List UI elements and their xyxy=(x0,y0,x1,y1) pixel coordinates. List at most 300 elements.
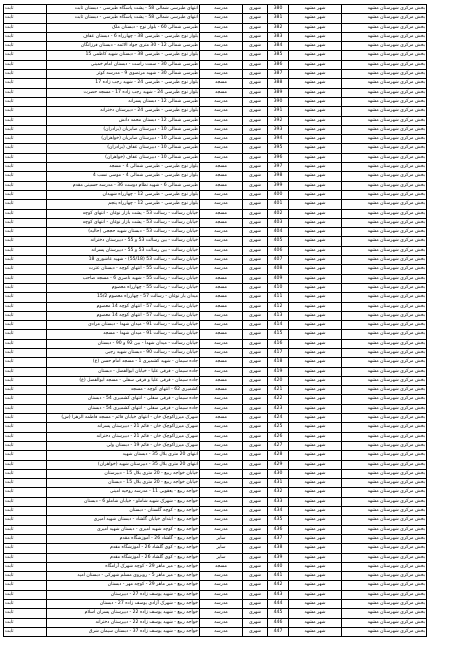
status-cell: ثابت xyxy=(4,590,47,599)
area-type-cell: شهری xyxy=(243,525,268,534)
table-row xyxy=(4,627,427,636)
place-type-cell: مدرسه xyxy=(200,246,243,255)
city-cell: شهر مشهد xyxy=(289,516,342,525)
city-cell: شهر مشهد xyxy=(289,609,342,618)
district-cell: بخش مرکزی شهرستان مشهد xyxy=(342,228,427,237)
district-cell: بخش مرکزی شهرستان مشهد xyxy=(342,525,427,534)
place-type-cell: مدرسه xyxy=(200,479,243,488)
city-cell: شهر مشهد xyxy=(289,488,342,497)
address-cell: شهرک میرزاکوچک خان - قائم 21 - دبیرستان دخترانه xyxy=(47,432,200,441)
address-cell: خواجه ربیع - ابتدای خیابان گلشاد - دبستان شهید امیری xyxy=(47,516,200,525)
district-cell: بخش مرکزی شهرستان مشهد xyxy=(342,562,427,571)
table-row xyxy=(4,441,427,450)
branch-number-cell: 406 xyxy=(268,246,289,255)
city-cell: شهر مشهد xyxy=(289,246,342,255)
district-cell: بخش مرکزی شهرستان مشهد xyxy=(342,172,427,181)
branch-number-cell: 419 xyxy=(268,367,289,376)
place-type-cell: مسجد xyxy=(200,330,243,339)
address-cell: خواجه ربیع - کوی گلشاد 26 - آموزشگاه مقدم xyxy=(47,544,200,553)
city-cell: شهر مشهد xyxy=(289,544,342,553)
area-type-cell: شهری xyxy=(243,51,268,60)
area-type-cell: شهری xyxy=(243,79,268,88)
branch-number-cell: 409 xyxy=(268,274,289,283)
table-row xyxy=(4,553,427,562)
city-cell: شهر مشهد xyxy=(289,209,342,218)
place-type-cell: مدرسه xyxy=(200,144,243,153)
city-cell: شهر مشهد xyxy=(289,618,342,627)
status-cell: ثابت xyxy=(4,627,47,636)
district-cell: بخش مرکزی شهرستان مشهد xyxy=(342,534,427,543)
address-cell: خیابان خواجه ربیع - 20 متری بلال 15 - دبیرستان xyxy=(47,469,200,478)
city-cell: شهر مشهد xyxy=(289,367,342,376)
table-row xyxy=(4,32,427,41)
area-type-cell: شهری xyxy=(243,367,268,376)
branch-number-cell: 432 xyxy=(268,488,289,497)
table-row xyxy=(4,51,427,60)
status-cell: ثابت xyxy=(4,414,47,423)
status-cell: ثابت xyxy=(4,553,47,562)
area-type-cell: شهری xyxy=(243,135,268,144)
area-type-cell: شهری xyxy=(243,581,268,590)
city-cell: شهر مشهد xyxy=(289,135,342,144)
city-cell: شهر مشهد xyxy=(289,293,342,302)
area-type-cell: شهری xyxy=(243,627,268,636)
area-type-cell: شهری xyxy=(243,88,268,97)
city-cell: شهر مشهد xyxy=(289,562,342,571)
branch-number-cell: 411 xyxy=(268,293,289,302)
branch-number-cell: 400 xyxy=(268,190,289,199)
address-cell: جاده سیمان - قرقی علیا و قرقی سفلی - مسجد ابوالفضل (ع) xyxy=(47,376,200,385)
branch-number-cell: 380 xyxy=(268,5,289,14)
status-cell: ثابت xyxy=(4,507,47,516)
status-cell: ثابت xyxy=(4,330,47,339)
address-cell: خواجه ربیع - شهرک آزادی یوسف زاده 27 - دبستان xyxy=(47,600,200,609)
branch-number-cell: 402 xyxy=(268,209,289,218)
branch-number-cell: 403 xyxy=(268,218,289,227)
table-row xyxy=(4,79,427,88)
district-cell: بخش مرکزی شهرستان مشهد xyxy=(342,618,427,627)
city-cell: شهر مشهد xyxy=(289,107,342,116)
status-cell: ثابت xyxy=(4,339,47,348)
branch-number-cell: 435 xyxy=(268,516,289,525)
area-type-cell: شهری xyxy=(243,330,268,339)
area-type-cell: شهری xyxy=(243,451,268,460)
district-cell: بخش مرکزی شهرستان مشهد xyxy=(342,70,427,79)
status-cell: ثابت xyxy=(4,534,47,543)
area-type-cell: شهری xyxy=(243,42,268,51)
district-cell: بخش مرکزی شهرستان مشهد xyxy=(342,181,427,190)
address-cell: خواجه ربیع - شهید یوسف زاده 22 - دبیرستان پسران اسلام xyxy=(47,609,200,618)
status-cell: ثابت xyxy=(4,23,47,32)
place-type-cell: مسجد xyxy=(200,88,243,97)
area-type-cell: شهری xyxy=(243,311,268,320)
area-type-cell: شهری xyxy=(243,237,268,246)
place-type-cell: مدرسه xyxy=(200,5,243,14)
table-row xyxy=(4,70,427,79)
place-type-cell: مدرسه xyxy=(200,32,243,41)
place-type-cell: مدرسه xyxy=(200,14,243,23)
area-type-cell: شهری xyxy=(243,32,268,41)
place-type-cell: مسجد xyxy=(200,218,243,227)
place-type-cell: مسجد xyxy=(200,386,243,395)
district-cell: بخش مرکزی شهرستان مشهد xyxy=(342,507,427,516)
address-cell: خیابان رسالت - رسالت 57 - انتهای کوچه 14 معصوم xyxy=(47,311,200,320)
status-cell: ثابت xyxy=(4,274,47,283)
branch-number-cell: 443 xyxy=(268,590,289,599)
status-cell: ثابت xyxy=(4,246,47,255)
district-cell: بخش مرکزی شهرستان مشهد xyxy=(342,330,427,339)
status-cell: ثابت xyxy=(4,293,47,302)
status-cell: ثابت xyxy=(4,395,47,404)
district-cell: بخش مرکزی شهرستان مشهد xyxy=(342,414,427,423)
branch-number-cell: 401 xyxy=(268,200,289,209)
address-cell: خیابان رسالت - رسالت 53 (55/18) - شهید عاشوری 18 xyxy=(47,256,200,265)
city-cell: شهر مشهد xyxy=(289,339,342,348)
address-cell: انتهای طبرسی شمالی 58 - پشت پاسگاه طبرسی - دبستان ثابت xyxy=(47,14,200,23)
district-cell: بخش مرکزی شهرستان مشهد xyxy=(342,386,427,395)
district-cell: بخش مرکزی شهرستان مشهد xyxy=(342,609,427,618)
table-row xyxy=(4,302,427,311)
branch-number-cell: 413 xyxy=(268,311,289,320)
place-type-cell: مدرسه xyxy=(200,525,243,534)
address-cell: میدان بار نوغان - رسالت 57 - چهارراه معصوم 15/2 xyxy=(47,293,200,302)
address-cell: کشمیری 62 - انتهای کوچه - مسجد xyxy=(47,386,200,395)
place-type-cell: مدرسه xyxy=(200,116,243,125)
address-cell: خواجه ربیع - گلشاد 26 - آموزشگاه مقدم xyxy=(47,534,200,543)
table-row xyxy=(4,107,427,116)
area-type-cell: شهری xyxy=(243,339,268,348)
city-cell: شهر مشهد xyxy=(289,5,342,14)
branch-number-cell: 408 xyxy=(268,265,289,274)
area-type-cell: شهری xyxy=(243,163,268,172)
branch-number-cell: 428 xyxy=(268,451,289,460)
branch-number-cell: 405 xyxy=(268,237,289,246)
city-cell: شهر مشهد xyxy=(289,479,342,488)
district-cell: بخش مرکزی شهرستان مشهد xyxy=(342,460,427,469)
table-row xyxy=(4,618,427,627)
branch-number-cell: 391 xyxy=(268,107,289,116)
city-cell: شهر مشهد xyxy=(289,534,342,543)
address-cell: طبرسی شمالی 10 - دبیرستان صابریان (خواهران) xyxy=(47,135,200,144)
table-row xyxy=(4,14,427,23)
city-cell: شهر مشهد xyxy=(289,386,342,395)
table-row xyxy=(4,516,427,525)
district-cell: بخش مرکزی شهرستان مشهد xyxy=(342,200,427,209)
place-type-cell: مدرسه xyxy=(200,572,243,581)
district-cell: بخش مرکزی شهرستان مشهد xyxy=(342,274,427,283)
branch-number-cell: 416 xyxy=(268,339,289,348)
table-row xyxy=(4,181,427,190)
table-row xyxy=(4,423,427,432)
district-cell: بخش مرکزی شهرستان مشهد xyxy=(342,97,427,106)
status-cell: ثابت xyxy=(4,618,47,627)
area-type-cell: شهری xyxy=(243,116,268,125)
city-cell: شهر مشهد xyxy=(289,125,342,134)
address-cell: بلوار نوح طبرسی 24 - شهید رجب زاده 17 - مسجد حضرت xyxy=(47,88,200,97)
place-type-cell: مدرسه xyxy=(200,404,243,413)
place-type-cell: مسجد xyxy=(200,283,243,292)
address-cell: خیابان رسالت - رسالت 55 - انتهای کوچه - دبستان عترت xyxy=(47,265,200,274)
polling-stations-table xyxy=(3,4,427,637)
area-type-cell: شهری xyxy=(243,60,268,69)
city-cell: شهر مشهد xyxy=(289,97,342,106)
area-type-cell: شهری xyxy=(243,172,268,181)
area-type-cell: شهری xyxy=(243,553,268,562)
place-type-cell: مدرسه xyxy=(200,432,243,441)
city-cell: شهر مشهد xyxy=(289,376,342,385)
table-row xyxy=(4,562,427,571)
branch-number-cell: 434 xyxy=(268,507,289,516)
district-cell: بخش مرکزی شهرستان مشهد xyxy=(342,144,427,153)
address-cell: خیابان رسالت - رسالت 90 - دبستان شهید رجبی xyxy=(47,348,200,357)
branch-number-cell: 421 xyxy=(268,386,289,395)
district-cell: بخش مرکزی شهرستان مشهد xyxy=(342,321,427,330)
place-type-cell: مدرسه xyxy=(200,237,243,246)
status-cell: ثابت xyxy=(4,460,47,469)
address-cell: خواجه ربیع - میر ماهر 29 - کوچه شهرک آرامگاه xyxy=(47,562,200,571)
address-cell: خیابان رسالت - بین رسالت 53 و 55 - دبیرستان دخترانه xyxy=(47,237,200,246)
table-row xyxy=(4,265,427,274)
district-cell: بخش مرکزی شهرستان مشهد xyxy=(342,348,427,357)
address-cell: بلوار نوح طبرسی - طبرسی 38 - دبستان شهید کاظمی 15 xyxy=(47,51,200,60)
status-cell: ثابت xyxy=(4,423,47,432)
table-row xyxy=(4,190,427,199)
city-cell: شهر مشهد xyxy=(289,144,342,153)
address-cell: جاده سیمان - قرقی علیا - خیابان ابوالفضل - دبستان xyxy=(47,367,200,376)
city-cell: شهر مشهد xyxy=(289,348,342,357)
place-type-cell: مدرسه xyxy=(200,42,243,51)
place-type-cell: مسجد xyxy=(200,209,243,218)
city-cell: شهر مشهد xyxy=(289,441,342,450)
table-row xyxy=(4,274,427,283)
branch-number-cell: 420 xyxy=(268,376,289,385)
area-type-cell: شهری xyxy=(243,144,268,153)
place-type-cell: سایر xyxy=(200,534,243,543)
place-type-cell: مدرسه xyxy=(200,228,243,237)
city-cell: شهر مشهد xyxy=(289,116,342,125)
status-cell: ثابت xyxy=(4,125,47,134)
place-type-cell: مدرسه xyxy=(200,618,243,627)
area-type-cell: شهری xyxy=(243,97,268,106)
district-cell: بخش مرکزی شهرستان مشهد xyxy=(342,367,427,376)
status-cell: ثابت xyxy=(4,116,47,125)
status-cell: ثابت xyxy=(4,283,47,292)
address-cell: خیابان رسالت - رسالت 55 - شهید ناصری 6 - مسجد صاحب xyxy=(47,274,200,283)
table-row xyxy=(4,5,427,14)
city-cell: شهر مشهد xyxy=(289,23,342,32)
table-row xyxy=(4,600,427,609)
branch-number-cell: 441 xyxy=(268,572,289,581)
area-type-cell: شهری xyxy=(243,209,268,218)
status-cell: ثابت xyxy=(4,32,47,41)
place-type-cell: مدرسه xyxy=(200,97,243,106)
place-type-cell: مدرسه xyxy=(200,469,243,478)
city-cell: شهر مشهد xyxy=(289,256,342,265)
address-cell: خواجه ربیع - شهید یوسف زاده 27 - دبیرستان xyxy=(47,590,200,599)
table-row xyxy=(4,386,427,395)
district-cell: بخش مرکزی شهرستان مشهد xyxy=(342,116,427,125)
status-cell: ثابت xyxy=(4,600,47,609)
table-row xyxy=(4,153,427,162)
city-cell: شهر مشهد xyxy=(289,190,342,199)
district-cell: بخش مرکزی شهرستان مشهد xyxy=(342,283,427,292)
status-cell: ثابت xyxy=(4,562,47,571)
address-cell: خیابان رسالت - رسالت 91 - میدان شهدا - دبستان مرادی xyxy=(47,321,200,330)
branch-number-cell: 415 xyxy=(268,330,289,339)
place-type-cell: مسجد xyxy=(200,376,243,385)
status-cell: ثابت xyxy=(4,42,47,51)
table-row xyxy=(4,256,427,265)
district-cell: بخش مرکزی شهرستان مشهد xyxy=(342,516,427,525)
city-cell: شهر مشهد xyxy=(289,627,342,636)
district-cell: بخش مرکزی شهرستان مشهد xyxy=(342,497,427,506)
address-cell: شهرک میرزاکوچک خان - انتهای خیابان قائم - مسجد فاطمه الزهرا (س) xyxy=(47,414,200,423)
city-cell: شهر مشهد xyxy=(289,42,342,51)
address-cell: انتهای 20 متری بلال 35 - دبستان شهید xyxy=(47,451,200,460)
address-cell: طبرسی شمالی 12 - دبستان محمد دانش xyxy=(47,116,200,125)
area-type-cell: شهری xyxy=(243,544,268,553)
place-type-cell: مدرسه xyxy=(200,590,243,599)
branch-number-cell: 386 xyxy=(268,60,289,69)
area-type-cell: شهری xyxy=(243,479,268,488)
table-row xyxy=(4,200,427,209)
area-type-cell: شهری xyxy=(243,153,268,162)
status-cell: ثابت xyxy=(4,218,47,227)
district-cell: بخش مرکزی شهرستان مشهد xyxy=(342,42,427,51)
branch-number-cell: 382 xyxy=(268,23,289,32)
address-cell: طبرسی شمالی 12 - 30 متری جواد الائمه - دبستان فرزانگان xyxy=(47,42,200,51)
status-cell: ثابت xyxy=(4,5,47,14)
district-cell: بخش مرکزی شهرستان مشهد xyxy=(342,600,427,609)
area-type-cell: شهری xyxy=(243,256,268,265)
status-cell: ثابت xyxy=(4,60,47,69)
branch-number-cell: 414 xyxy=(268,321,289,330)
place-type-cell: مدرسه xyxy=(200,451,243,460)
place-type-cell: مدرسه xyxy=(200,321,243,330)
branch-number-cell: 427 xyxy=(268,441,289,450)
status-cell: ثابت xyxy=(4,311,47,320)
place-type-cell: مسجد xyxy=(200,163,243,172)
status-cell: ثابت xyxy=(4,572,47,581)
status-cell: ثابت xyxy=(4,209,47,218)
district-cell: بخش مرکزی شهرستان مشهد xyxy=(342,60,427,69)
table-row xyxy=(4,135,427,144)
branch-number-cell: 410 xyxy=(268,283,289,292)
branch-number-cell: 429 xyxy=(268,460,289,469)
table-row xyxy=(4,395,427,404)
table-row xyxy=(4,525,427,534)
table-row xyxy=(4,237,427,246)
status-cell: ثابت xyxy=(4,107,47,116)
place-type-cell: مدرسه xyxy=(200,256,243,265)
city-cell: شهر مشهد xyxy=(289,432,342,441)
branch-number-cell: 436 xyxy=(268,525,289,534)
branch-number-cell: 389 xyxy=(268,88,289,97)
area-type-cell: شهری xyxy=(243,5,268,14)
city-cell: شهر مشهد xyxy=(289,79,342,88)
area-type-cell: شهری xyxy=(243,507,268,516)
district-cell: بخش مرکزی شهرستان مشهد xyxy=(342,190,427,199)
city-cell: شهر مشهد xyxy=(289,423,342,432)
city-cell: شهر مشهد xyxy=(289,395,342,404)
district-cell: بخش مرکزی شهرستان مشهد xyxy=(342,246,427,255)
area-type-cell: شهری xyxy=(243,395,268,404)
table-row xyxy=(4,572,427,581)
place-type-cell: مسجد xyxy=(200,414,243,423)
branch-number-cell: 417 xyxy=(268,348,289,357)
district-cell: بخش مرکزی شهرستان مشهد xyxy=(342,553,427,562)
district-cell: بخش مرکزی شهرستان مشهد xyxy=(342,627,427,636)
area-type-cell: شهری xyxy=(243,348,268,357)
place-type-cell: مسجد xyxy=(200,562,243,571)
city-cell: شهر مشهد xyxy=(289,330,342,339)
place-type-cell: مدرسه xyxy=(200,135,243,144)
place-type-cell: مدرسه xyxy=(200,200,243,209)
status-cell: ثابت xyxy=(4,497,47,506)
branch-number-cell: 431 xyxy=(268,479,289,488)
branch-number-cell: 446 xyxy=(268,618,289,627)
city-cell: شهر مشهد xyxy=(289,404,342,413)
place-type-cell: مدرسه xyxy=(200,70,243,79)
address-cell: بلوار نوح طبرسی - طبرسی 24 - دبیرستان دخترانه xyxy=(47,107,200,116)
status-cell: ثابت xyxy=(4,135,47,144)
address-cell: خواجه ربیع - شهید یوسف زاده 22 - دبیرستان دخترانه xyxy=(47,618,200,627)
place-type-cell: مسجد xyxy=(200,181,243,190)
district-cell: بخش مرکزی شهرستان مشهد xyxy=(342,395,427,404)
address-cell: جاده سیمان - قرقی سفلی - انتهای کشمیری 54 - دبستان xyxy=(47,404,200,413)
branch-number-cell: 388 xyxy=(268,79,289,88)
district-cell: بخش مرکزی شهرستان مشهد xyxy=(342,107,427,116)
branch-number-cell: 424 xyxy=(268,414,289,423)
address-cell: انتهای طبرسی شمالی 58 - پشت پاسگاه طبرسی - دبستان ثابت xyxy=(47,5,200,14)
place-type-cell: مدرسه xyxy=(200,423,243,432)
branch-number-cell: 423 xyxy=(268,404,289,413)
table-row xyxy=(4,432,427,441)
branch-number-cell: 396 xyxy=(268,153,289,162)
area-type-cell: شهری xyxy=(243,70,268,79)
address-cell: طبرسی شمالی 30 - سمت راست - دبستان امام خمینی xyxy=(47,60,200,69)
city-cell: شهر مشهد xyxy=(289,51,342,60)
place-type-cell: مسجد xyxy=(200,302,243,311)
area-type-cell: شهری xyxy=(243,572,268,581)
city-cell: شهر مشهد xyxy=(289,311,342,320)
city-cell: شهر مشهد xyxy=(289,153,342,162)
district-cell: بخش مرکزی شهرستان مشهد xyxy=(342,218,427,227)
status-cell: ثابت xyxy=(4,97,47,106)
place-type-cell: مدرسه xyxy=(200,497,243,506)
area-type-cell: شهری xyxy=(243,423,268,432)
branch-number-cell: 399 xyxy=(268,181,289,190)
place-type-cell: مدرسه xyxy=(200,311,243,320)
district-cell: بخش مرکزی شهرستان مشهد xyxy=(342,125,427,134)
table-row xyxy=(4,451,427,460)
table-row xyxy=(4,488,427,497)
area-type-cell: شهری xyxy=(243,274,268,283)
district-cell: بخش مرکزی شهرستان مشهد xyxy=(342,32,427,41)
district-cell: بخش مرکزی شهرستان مشهد xyxy=(342,23,427,32)
status-cell: ثابت xyxy=(4,265,47,274)
status-cell: ثابت xyxy=(4,451,47,460)
table-row xyxy=(4,97,427,106)
address-cell: خواجه ربیع - شهید یوسف زاده 37 - دبستان سیمان شرق xyxy=(47,627,200,636)
district-cell: بخش مرکزی شهرستان مشهد xyxy=(342,153,427,162)
table-row xyxy=(4,321,427,330)
table-row xyxy=(4,581,427,590)
area-type-cell: شهری xyxy=(243,321,268,330)
city-cell: شهر مشهد xyxy=(289,525,342,534)
status-cell: ثابت xyxy=(4,70,47,79)
address-cell: طبرسی شمالی 30 - شهید مرتضوی 9 - مدرسه کوثر xyxy=(47,70,200,79)
